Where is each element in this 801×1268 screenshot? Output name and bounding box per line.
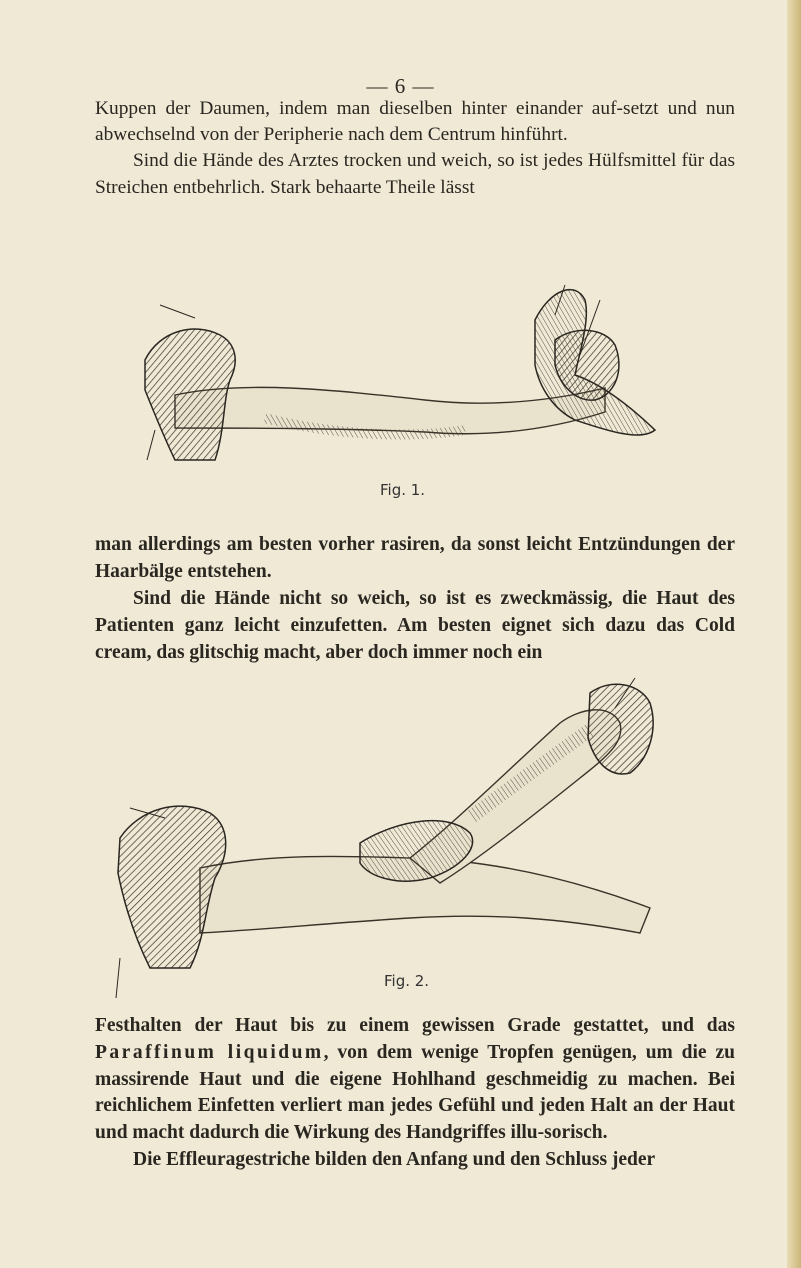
left-hand <box>145 329 235 460</box>
patient-arm <box>175 387 605 433</box>
page-number: — 6 — <box>366 74 435 98</box>
figure-1-caption: Fig. 1. <box>380 481 426 499</box>
paragraph: Kuppen der Daumen, indem man dieselben hinter einander auf-setzt und nun abwechselnd von der Peripherie nach dem Centrum hinführt. <box>95 98 735 146</box>
emphasized-term: Paraffinum liquidum <box>95 1041 324 1063</box>
paragraph: Sind die Hände nicht so weich, so ist es zweckmässig, die Haut des Patienten ganz leicht einzufetten. Am besten eignet sich dazu das Cold cream, das glitschig macht, aber doch immer noch ein <box>95 588 735 663</box>
right-hand <box>588 684 653 774</box>
left-hand <box>118 806 226 968</box>
text-block-top <box>95 96 735 201</box>
paragraph: Sind die Hände des Arztes trocken und weich, so ist jedes Hülfsmittel für das Streichen entbehrlich. Stark behaarte Theile lässt <box>95 150 735 198</box>
paragraph-text: , von dem wenige Tropfen genügen, um die zu massirende Haut und die eigene Hohlhand geschmeidig zu machen. Bei reichlichem Einfetten verliert man jedes Gefühl und jeden Halt an der Haut und macht dadurch die Wirkung des Handgriffes illu-sorisch. <box>95 1041 735 1144</box>
paragraph-text: Festhalten der Haut bis zu einem gewissen Grade gestattet, und das <box>95 1015 735 1036</box>
paragraph <box>95 1013 735 1147</box>
text-block-middle <box>95 531 735 666</box>
text-block-bottom <box>95 1013 735 1174</box>
figure-2-illustration <box>110 668 700 1003</box>
paragraph: man allerdings am besten vorher rasiren, da sonst leicht Entzündungen der Haarbälge entstehen. <box>95 534 735 582</box>
page-edge <box>787 0 801 1268</box>
figure-1-illustration <box>135 260 695 480</box>
paragraph: Die Effleuragestriche bilden den Anfang und den Schluss jeder <box>133 1148 656 1170</box>
figure-2-caption: Fig. 2. <box>384 972 430 990</box>
